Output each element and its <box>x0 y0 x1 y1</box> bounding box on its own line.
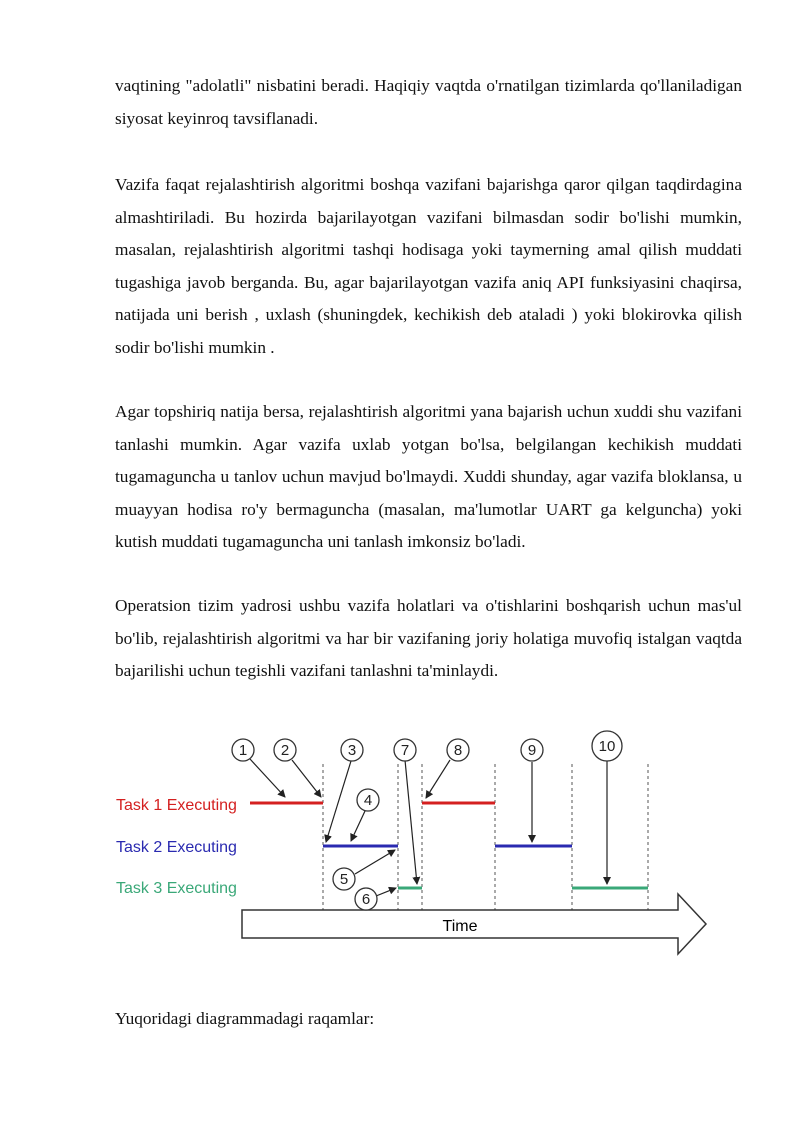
marker-2-number: 2 <box>280 742 290 759</box>
marker-5-pointer <box>355 850 395 874</box>
marker-7-number: 7 <box>400 742 410 759</box>
pointer-arrows <box>250 759 607 896</box>
marker-1-pointer <box>250 759 285 797</box>
marker-3-pointer <box>326 761 351 842</box>
marker-2-pointer <box>292 760 321 797</box>
marker-7-pointer <box>405 760 417 884</box>
marker-8-pointer <box>426 760 450 798</box>
time-label: Time <box>442 918 478 935</box>
marker-5-number: 5 <box>339 871 349 888</box>
marker-10-number: 10 <box>598 738 616 755</box>
marker-4-pointer <box>351 811 365 841</box>
task-2-label: Task 2 Executing <box>116 839 237 856</box>
marker-4-number: 4 <box>363 792 373 809</box>
marker-6-number: 6 <box>361 891 371 908</box>
paragraph-1: vaqtining "adolatli" nisbatini beradi. Haqiqiy vaqtda o'rnatilgan tizimlarda qo'llaniladigan siyosat keyinroq tavsiflanadi. <box>115 76 742 128</box>
task-1-label: Task 1 Executing <box>116 797 237 814</box>
paragraph-3: Agar topshiriq natija bersa, rejalashtirish algoritmi yana bajarish uchun xuddi shu vazifani tanlashi mumkin. Agar vazifa uxlab yotgan bo'lsa, belgilangan kechikish muddati tugamaguncha u tanlov uchun mavjud bo'lmaydi. Xuddi shunday, agar vazifa bloklansa, u muayyan hodisa ro'y bermaguncha (masalan, ma'lumotlar UART ga kelguncha) yoki kutish muddati tugamaguncha uni tanlash imkonsiz bo'ladi. <box>115 402 742 551</box>
diagram-caption: Yuqoridagi diagrammadagi raqamlar: <box>115 1009 375 1028</box>
paragraph-2: Vazifa faqat rejalashtirish algoritmi boshqa vazifani bajarishga qaror qilgan taqdirdagina almashtiriladi. Bu hozirda bajarilayotgan vazifani bilmasdan sodir bo'lishi mumkin, masalan, rejalashtirish algoritmi tashqi hodisaga yoki taymerning amal qilish muddati tugashiga javob berganda. Bu, agar bajarilayotgan vazifa aniq API funksiyasini chaqirsa, natijada uni berish , uxlash (shuningdek, kechikish deb ataladi ) yoki blokirovka qilish sodir bo'lishi mumkin . <box>115 175 742 357</box>
marker-3-number: 3 <box>347 742 357 759</box>
marker-8-number: 8 <box>453 742 463 759</box>
task-3-label: Task 3 Executing <box>116 880 237 897</box>
marker-9-number: 9 <box>527 742 537 759</box>
task-scheduling-diagram <box>108 726 708 966</box>
marker-6-pointer <box>376 888 396 896</box>
paragraph-4: Operatsion tizim yadrosi ushbu vazifa holatlari va o'tishlarini boshqarish uchun mas'ul bo'lib, rejalashtirish algoritmi va har bir vazifaning joriy holatiga muvofiq istalgan vaqtda bajarilishi uchun tegishli vazifani tanlashni ta'minlaydi. <box>115 596 742 680</box>
marker-1-number: 1 <box>238 742 248 759</box>
